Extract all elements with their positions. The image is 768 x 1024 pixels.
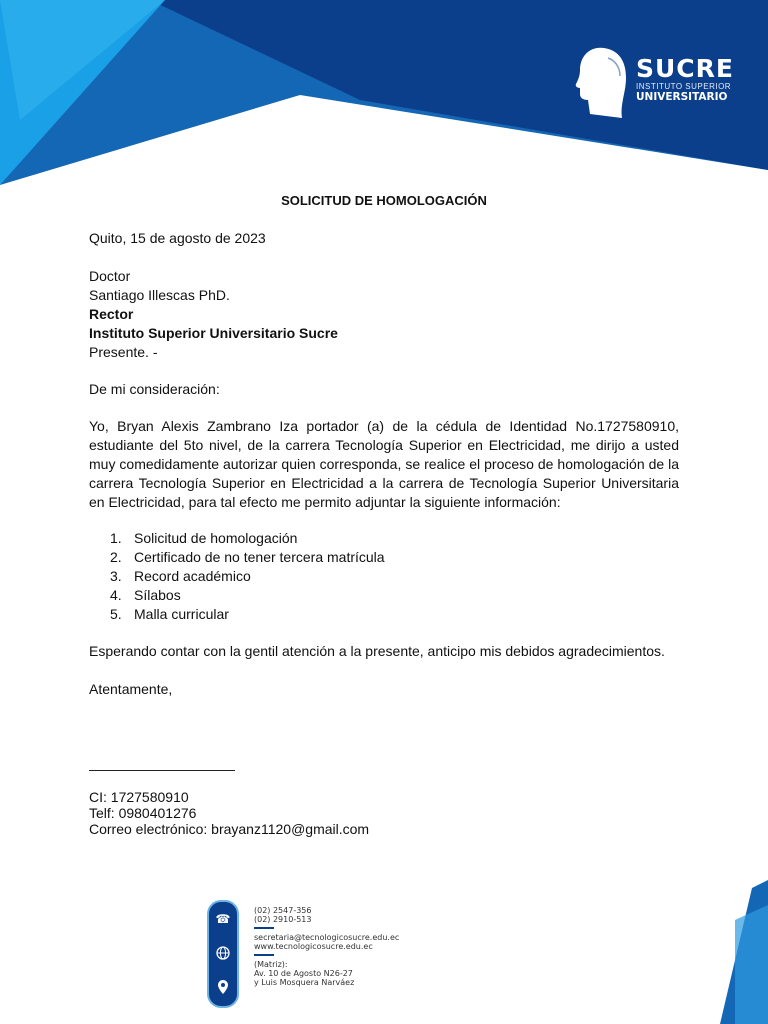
letter-signoff: Atentamente, xyxy=(89,681,173,697)
signature-phone: Telf: 0980401276 xyxy=(89,805,197,821)
signature-ci: CI: 1727580910 xyxy=(89,789,189,805)
logo-type: UNIVERSITARIO xyxy=(636,91,728,103)
globe-icon xyxy=(214,944,232,962)
footer-web: www.tecnologicosucre.edu.ec xyxy=(254,942,373,951)
divider xyxy=(254,954,274,956)
signature-email: Correo electrónico: brayanz1120@gmail.com xyxy=(89,821,370,837)
recipient-role: Rector xyxy=(89,306,134,322)
letter-date: Quito, 15 de agosto de 2023 xyxy=(89,230,266,246)
list-item: 5. Malla curricular xyxy=(110,606,229,622)
logo-name: SUCRE xyxy=(636,54,734,83)
letter-closing: Esperando contar con la gentil atención a la presente, anticipo mis debidos agradecimientos. xyxy=(89,643,665,659)
footer-phone-2: (02) 2910-513 xyxy=(254,915,312,924)
footer-phone-1: (02) 2547-356 xyxy=(254,906,312,915)
recipient-name: Santiago Illescas PhD. xyxy=(89,287,230,303)
location-pin-icon xyxy=(214,978,232,996)
footer-email: secretaria@tecnologicosucre.edu.ec xyxy=(254,933,400,942)
footer-address-label: (Matriz): xyxy=(254,960,288,969)
letter-greeting: De mi consideración: xyxy=(89,381,220,397)
letter-body: Yo, Bryan Alexis Zambrano Iza portador (a) de la cédula de Identidad No.1727580910, estudiante del 5to nivel, de la carrera Tecnología Superior en Electricidad, me dirijo a usted muy comedidamente autorizar quien corresponda, se realice el proceso de homologación de la carrera Tecnología Superior en Electricidad a la carrera de Tecnología Superior Universitaria en Electricidad, para tal efecto me permito adjuntar la siguiente información: xyxy=(89,418,679,510)
recipient-salutation: Doctor xyxy=(89,268,131,284)
contact-icon-bar xyxy=(207,900,239,1008)
divider xyxy=(254,927,274,929)
logo-tagline: INSTITUTO SUPERIOR xyxy=(636,82,732,91)
recipient-institution: Instituto Superior Universitario Sucre xyxy=(89,325,338,341)
recipient-presente: Presente. - xyxy=(89,344,158,360)
list-item: 1. Solicitud de homologación xyxy=(110,530,298,546)
list-item: 2. Certificado de no tener tercera matrícula xyxy=(110,549,385,565)
footer-address-1: Av. 10 de Agosto N26-27 xyxy=(254,969,353,978)
list-item: 4. Sílabos xyxy=(110,587,181,603)
letter-title: SOLICITUD DE HOMOLOGACIÓN xyxy=(281,193,487,208)
footer-address-2: y Luis Mosquera Narváez xyxy=(254,978,355,987)
list-item: 3. Record académico xyxy=(110,568,251,584)
phone-icon: ☎ xyxy=(215,912,231,926)
footer-contact xyxy=(254,906,399,987)
